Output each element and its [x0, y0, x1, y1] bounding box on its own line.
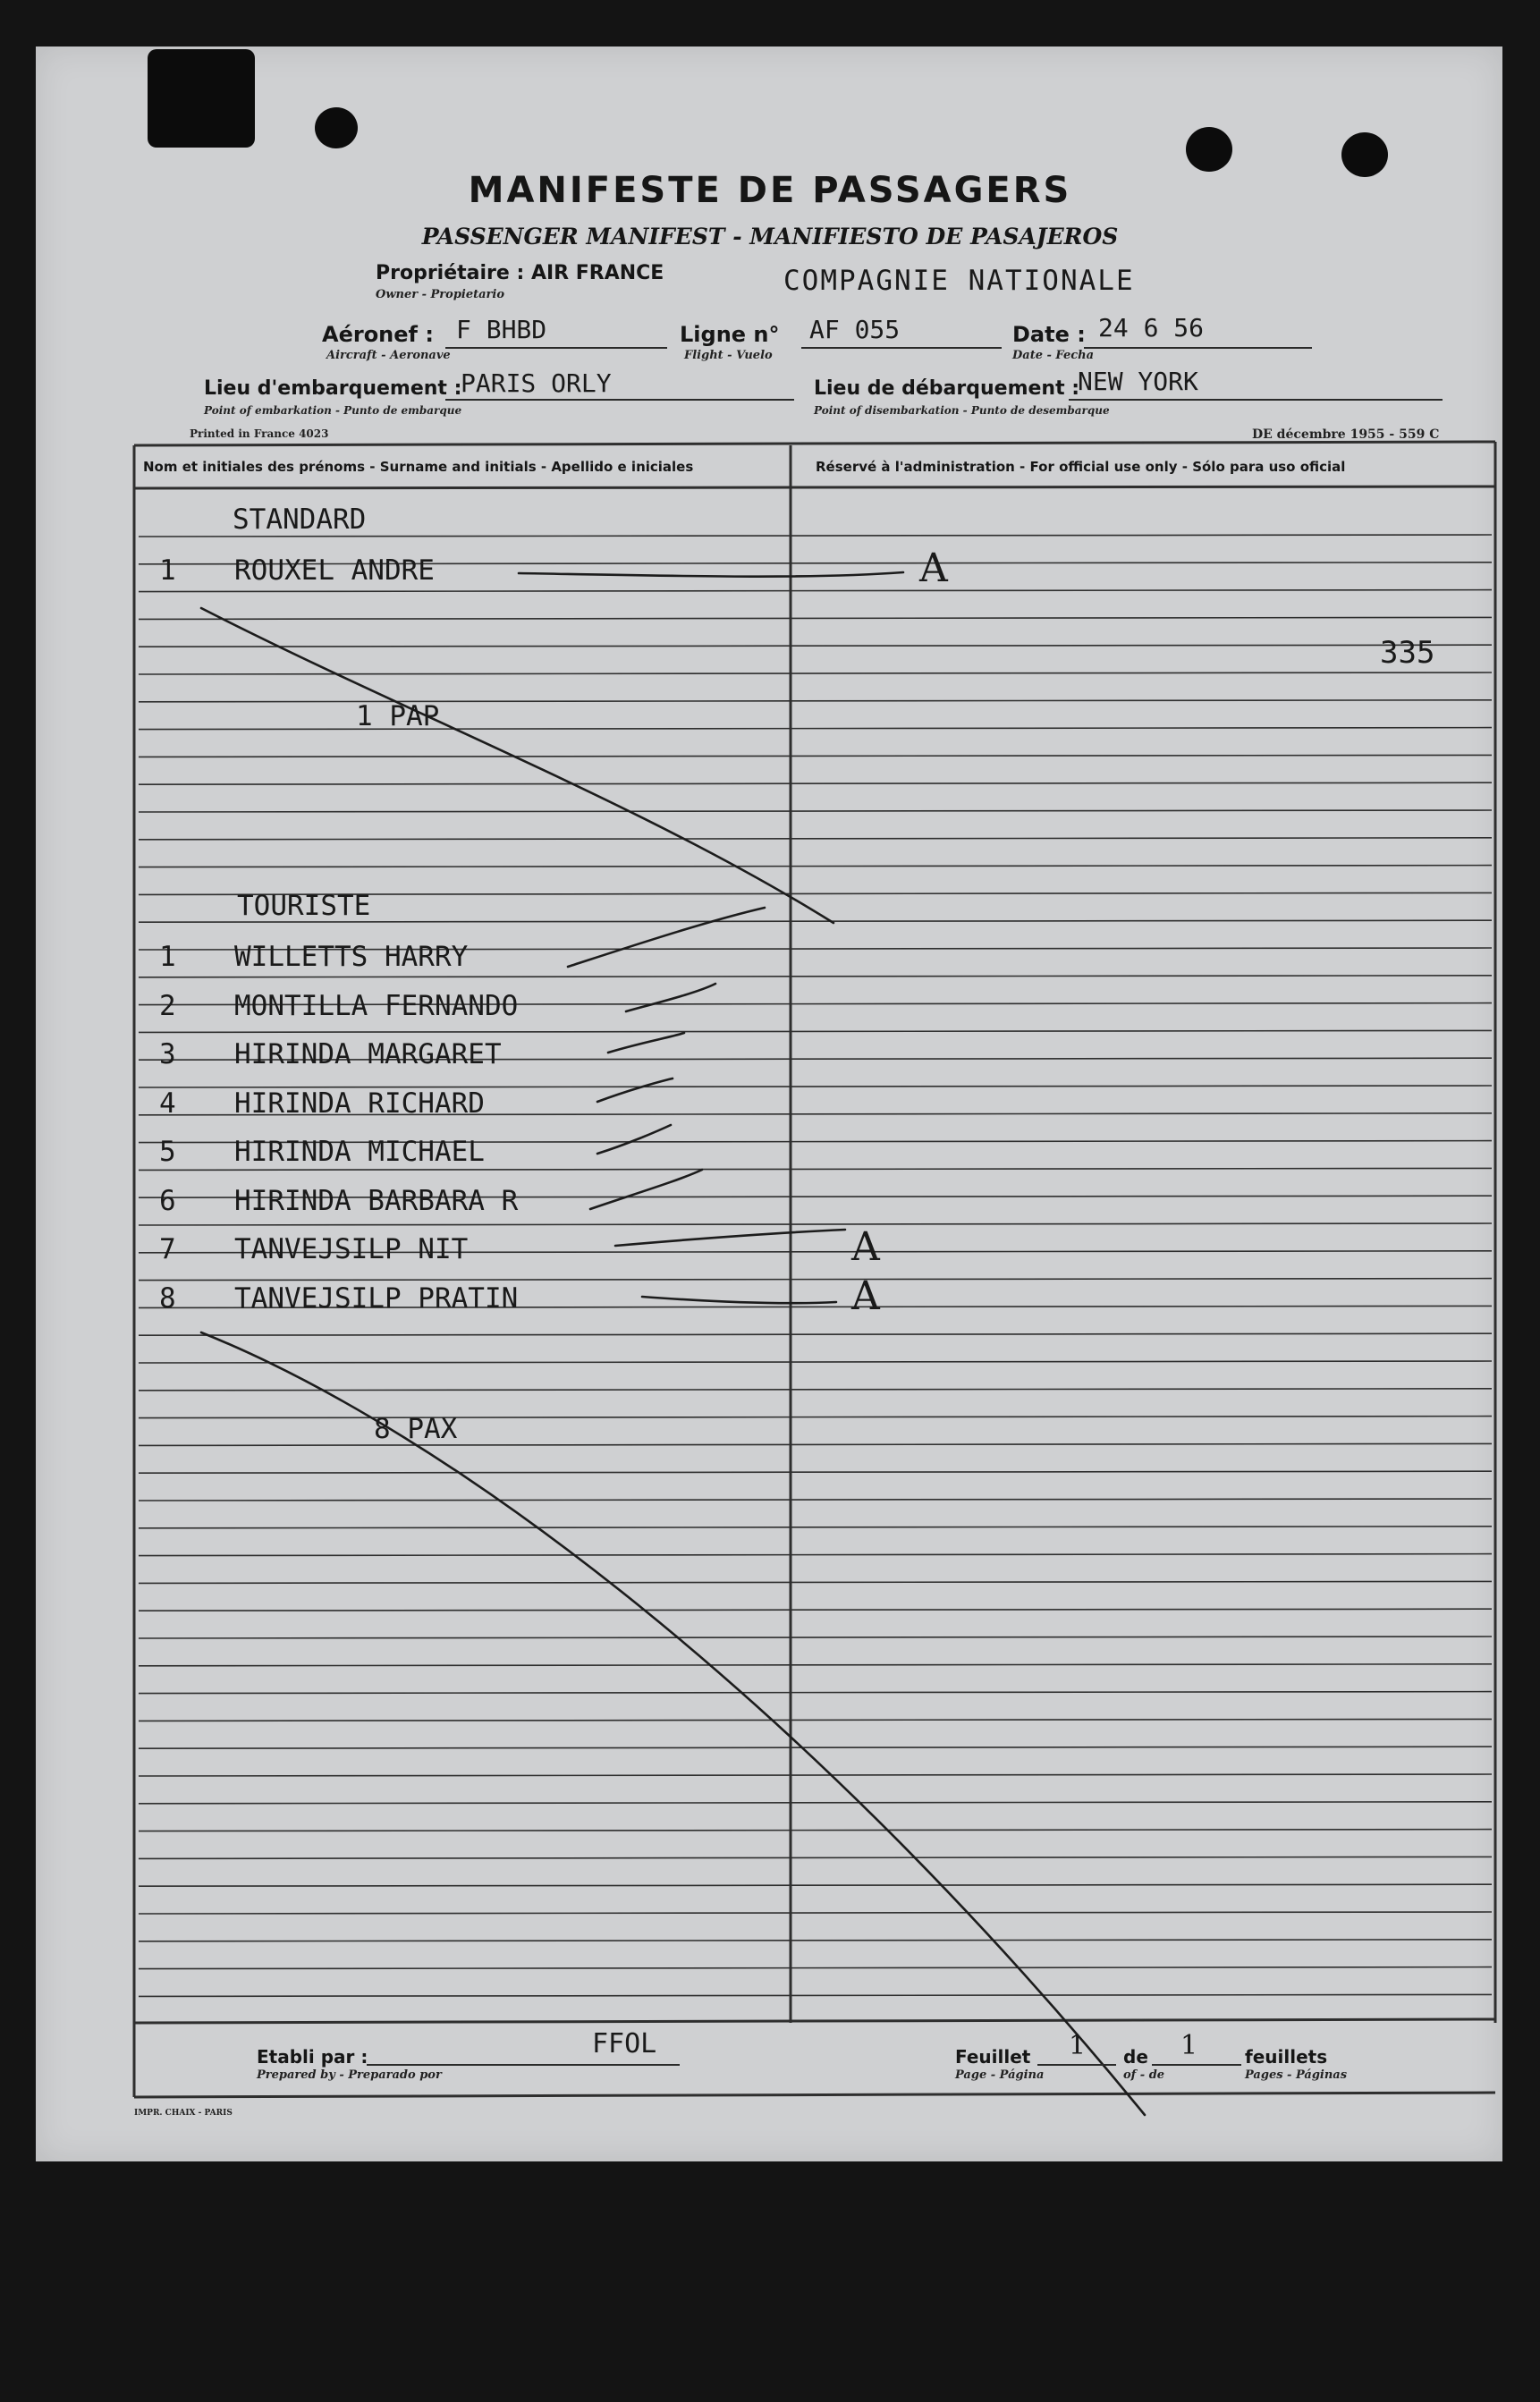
form-reference: DE décembre 1955 - 559 C — [1252, 427, 1440, 442]
column-header-rule — [134, 486, 1495, 488]
touriste-tick-7 — [615, 1230, 845, 1246]
touriste-tick-5 — [597, 1125, 671, 1154]
row-rule — [139, 1967, 1492, 1969]
row-rule — [139, 1609, 1492, 1611]
row-rule — [139, 1912, 1492, 1914]
header-top-rule — [134, 442, 1495, 445]
standard-admin-mark: A — [919, 546, 948, 591]
touriste-tick-1 — [568, 908, 765, 967]
row-rule — [139, 782, 1492, 784]
row-rule — [139, 810, 1492, 812]
touriste-passenger-name: TANVEJSILP PRATIN — [234, 1281, 519, 1315]
row-rule — [139, 1361, 1492, 1363]
row-rule — [139, 1389, 1492, 1391]
row-rule — [139, 1417, 1492, 1418]
date-label: Date : — [1012, 322, 1086, 347]
table-bottom-rule — [134, 2019, 1495, 2023]
touriste-tick-6 — [590, 1170, 702, 1209]
row-rule — [139, 866, 1492, 867]
row-rule — [139, 1279, 1492, 1281]
row-rule — [139, 1747, 1492, 1748]
row-rule — [139, 1664, 1492, 1666]
column-header-names: Nom et initiales des prénoms - Surname and initials - Apellido e iniciales — [143, 459, 694, 475]
touriste-passenger-name: HIRINDA RICHARD — [234, 1087, 485, 1120]
printed-in-france: Printed in France 4023 — [190, 427, 329, 440]
embarkation-label: Lieu d'embarquement : — [204, 377, 462, 400]
standard-passenger-name: ROUXEL ANDRE — [234, 554, 435, 587]
page-sublabel: Page - Página — [955, 2068, 1045, 2082]
touriste-passenger-name: HIRINDA MARGARET — [234, 1038, 502, 1070]
embarkation-sublabel: Point of embarkation - Punto de embarque — [204, 404, 462, 417]
date-value: 24 6 56 — [1098, 313, 1205, 343]
touriste-tick-8 — [642, 1297, 836, 1303]
row-rule — [139, 1856, 1492, 1858]
touriste-total: 8 PAX — [374, 1413, 458, 1445]
row-rule — [139, 1830, 1492, 1831]
flight-label: Ligne n° — [680, 322, 780, 347]
row-rule — [139, 1333, 1492, 1335]
standard-total: 1 PAP — [356, 700, 440, 732]
admin-number: 335 — [1380, 635, 1435, 671]
manifest-subtitle: PASSENGER MANIFEST - MANIFIESTO DE PASAJEROS — [421, 224, 1119, 250]
owner-sublabel: Owner - Propietario — [376, 288, 505, 301]
sheet-label: Feuillet — [955, 2046, 1031, 2068]
row-rule — [139, 976, 1492, 977]
row-rule — [139, 645, 1492, 647]
standard-class-heading: STANDARD — [233, 503, 367, 536]
touriste-passenger-name: TANVEJSILP NIT — [234, 1233, 469, 1265]
touriste-admin-mark: A — [851, 1224, 880, 1270]
aircraft-label: Aéronef : — [322, 322, 434, 347]
footer-bottom-rule — [134, 2093, 1495, 2097]
disembarkation-value: NEW YORK — [1078, 367, 1198, 396]
cancel-stroke-standard — [201, 608, 833, 923]
of-label: de — [1123, 2046, 1148, 2068]
row-rule — [139, 617, 1492, 619]
touriste-passenger-number: 2 — [159, 989, 176, 1022]
row-rule — [139, 755, 1492, 757]
row-rule — [139, 1637, 1492, 1638]
pages-sublabel: Pages - Páginas — [1245, 2068, 1348, 2082]
row-rule — [139, 838, 1492, 840]
touriste-tick-4 — [597, 1078, 673, 1102]
touriste-passenger-number: 8 — [159, 1281, 176, 1315]
flight-value: AF 055 — [809, 315, 901, 344]
row-rule — [139, 1499, 1492, 1501]
embarkation-value: PARIS ORLY — [461, 368, 612, 398]
row-rule — [139, 1802, 1492, 1804]
row-rule — [139, 1443, 1492, 1445]
touriste-passenger-name: WILLETTS HARRY — [234, 941, 469, 973]
touriste-passenger-name: HIRINDA BARBARA R — [234, 1184, 519, 1217]
owner-value: COMPAGNIE NATIONALE — [783, 265, 1135, 297]
touriste-passenger-number: 7 — [159, 1233, 176, 1265]
row-rule — [139, 1030, 1492, 1032]
standard-passenger-number: 1 — [159, 554, 176, 587]
touriste-passenger-name: MONTILLA FERNANDO — [234, 989, 519, 1022]
row-rule — [139, 672, 1492, 674]
touriste-passenger-number: 5 — [159, 1136, 176, 1168]
row-rule — [139, 1554, 1492, 1556]
touriste-passenger-number: 3 — [159, 1038, 176, 1070]
total-sheets: 1 — [1180, 2030, 1198, 2061]
touriste-passenger-name: HIRINDA MICHAEL — [234, 1136, 485, 1168]
owner-label: Propriétaire : AIR FRANCE — [376, 262, 664, 284]
row-rule — [139, 1994, 1492, 1996]
aircraft-sublabel: Aircraft - Aeronave — [326, 349, 451, 362]
touriste-admin-mark: A — [851, 1273, 880, 1319]
row-rule — [139, 1527, 1492, 1528]
disembarkation-label: Lieu de débarquement : — [814, 377, 1080, 400]
of-sublabel: of - de — [1123, 2068, 1165, 2082]
standard-tick-line — [519, 572, 903, 577]
row-rule — [139, 1884, 1492, 1886]
row-rule — [139, 1692, 1492, 1694]
row-rule — [139, 1719, 1492, 1721]
touriste-passenger-number: 6 — [159, 1184, 176, 1217]
disembarkation-sublabel: Point of disembarkation - Punto de desembarque — [814, 404, 1110, 417]
touriste-tick-3 — [608, 1033, 684, 1053]
row-rule — [139, 700, 1492, 702]
row-rule — [139, 1940, 1492, 1941]
row-rule — [139, 1774, 1492, 1776]
printer-imprint: IMPR. CHAIX - PARIS — [134, 2109, 233, 2118]
manifest-title: MANIFESTE DE PASSAGERS — [468, 170, 1072, 211]
date-sublabel: Date - Fecha — [1012, 349, 1094, 362]
row-rule — [139, 1168, 1492, 1170]
touriste-class-heading: TOURISTE — [237, 890, 371, 922]
column-header-official: Réservé à l'administration - For official use only - Sólo para uso oficial — [816, 459, 1346, 475]
row-rule — [139, 590, 1492, 592]
row-rule — [139, 1223, 1492, 1225]
touriste-tick-2 — [626, 984, 715, 1011]
cancel-stroke-touriste — [201, 1332, 1145, 2115]
row-rule — [139, 1471, 1492, 1473]
flight-sublabel: Flight - Vuelo — [684, 349, 773, 362]
prepared-by-label: Etabli par : — [257, 2046, 368, 2068]
row-rule — [139, 1581, 1492, 1583]
prepared-by-value: FFOL — [592, 2028, 657, 2059]
prepared-by-sublabel: Prepared by - Preparado por — [257, 2068, 442, 2082]
touriste-passenger-number: 1 — [159, 941, 176, 973]
row-rule — [139, 728, 1492, 730]
sheet-number: 1 — [1069, 2030, 1087, 2061]
touriste-passenger-number: 4 — [159, 1087, 176, 1120]
aircraft-value: F BHBD — [456, 315, 547, 344]
sheets-label: feuillets — [1245, 2046, 1328, 2068]
